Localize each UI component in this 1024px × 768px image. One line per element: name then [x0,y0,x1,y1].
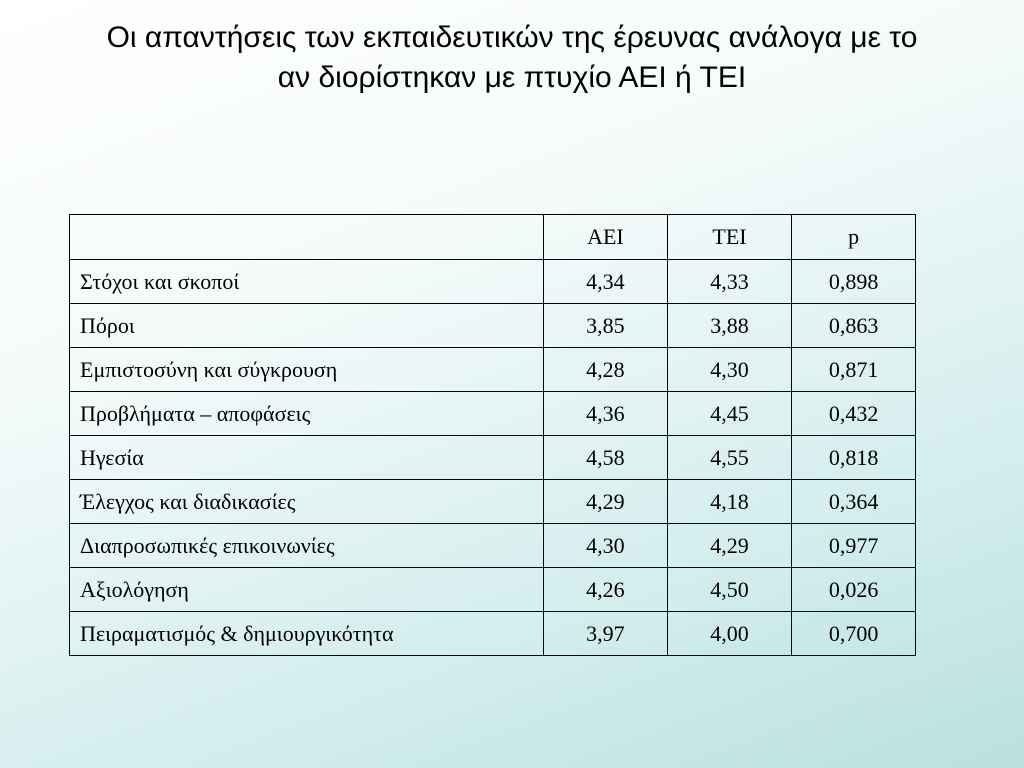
header-cell-tei: ΤΕΙ [667,215,792,260]
table-row [70,568,916,612]
row-p-value: 0,364 [792,480,916,524]
table-row [70,260,916,304]
slide-title-line-2: αν διορίστηκαν με πτυχίο ΑΕΙ ή ΤΕΙ [277,61,747,94]
row-aei-value: 4,36 [544,392,668,436]
header-cell-aei: ΑΕΙ [544,215,668,260]
row-tei-value: 4,00 [667,612,792,656]
row-p-value: 0,863 [792,304,916,348]
row-aei-value: 4,29 [544,480,668,524]
row-tei-value: 4,18 [667,480,792,524]
header-cell-p: p [792,215,916,260]
table-row [70,348,916,392]
row-p-value: 0,818 [792,436,916,480]
row-tei-value: 4,29 [667,524,792,568]
row-aei-value: 4,30 [544,524,668,568]
row-p-value: 0,432 [792,392,916,436]
slide-title-line-1: Οι απαντήσεις των εκπαιδευτικών της έρευνας ανάλογα με το [106,21,918,54]
table-row [70,304,916,348]
row-p-value: 0,977 [792,524,916,568]
row-label: Διαπροσωπικές επικοινωνίες [70,524,544,568]
row-p-value: 0,898 [792,260,916,304]
row-tei-value: 4,50 [667,568,792,612]
row-label: Εμπιστοσύνη και σύγκρουση [70,348,544,392]
row-aei-value: 4,26 [544,568,668,612]
row-label: Ηγεσία [70,436,544,480]
table-row [70,480,916,524]
row-label: Αξιολόγηση [70,568,544,612]
row-tei-value: 4,30 [667,348,792,392]
row-aei-value: 4,28 [544,348,668,392]
row-tei-value: 4,45 [667,392,792,436]
header-cell-label [70,215,544,260]
row-p-value: 0,026 [792,568,916,612]
row-label: Έλεγχος και διαδικασίες [70,480,544,524]
row-p-value: 0,871 [792,348,916,392]
row-tei-value: 4,33 [667,260,792,304]
header-row [70,215,916,260]
table-row [70,612,916,656]
row-aei-value: 3,97 [544,612,668,656]
row-label: Πειραματισμός & δημιουργικότητα [70,612,544,656]
row-aei-value: 4,58 [544,436,668,480]
row-tei-value: 4,55 [667,436,792,480]
row-aei-value: 3,85 [544,304,668,348]
slide-title [20,18,1004,98]
row-tei-value: 3,88 [667,304,792,348]
row-aei-value: 4,34 [544,260,668,304]
results-table [69,214,916,656]
row-label: Στόχοι και σκοποί [70,260,544,304]
table-row [70,436,916,480]
row-label: Προβλήματα – αποφάσεις [70,392,544,436]
table-row [70,524,916,568]
row-p-value: 0,700 [792,612,916,656]
row-label: Πόροι [70,304,544,348]
table-row [70,392,916,436]
